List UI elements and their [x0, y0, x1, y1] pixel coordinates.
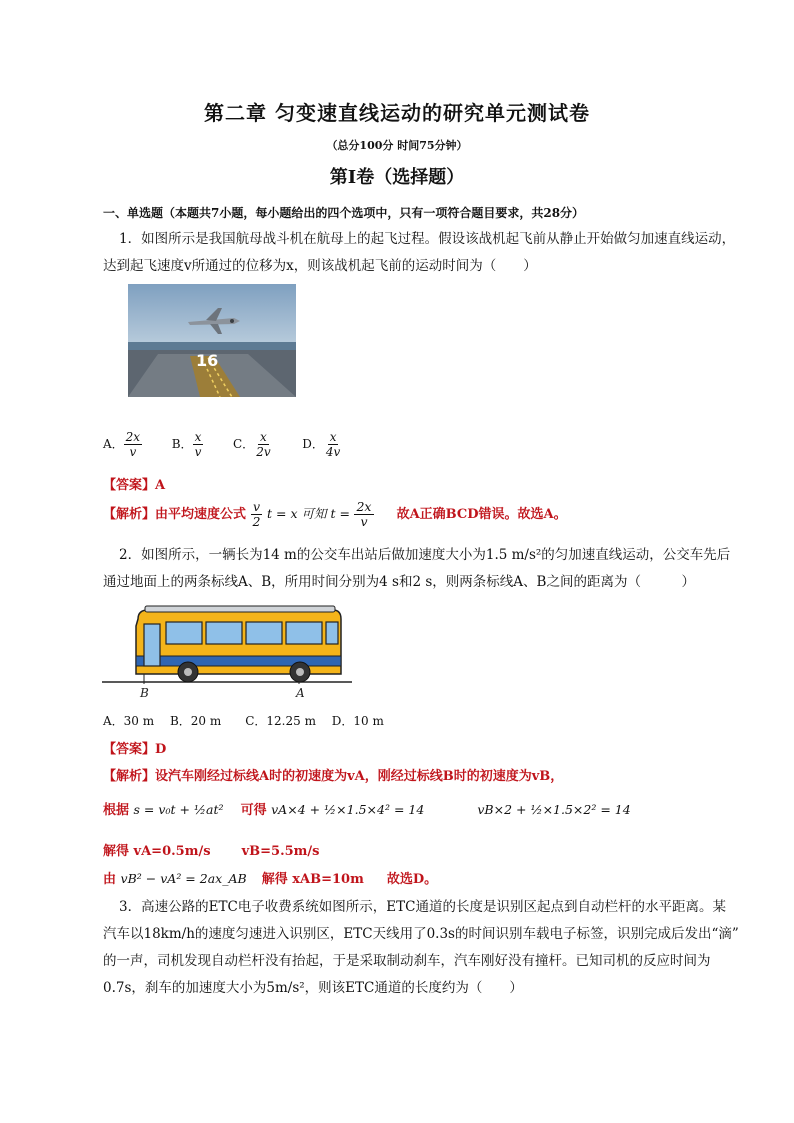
bus-diagram — [100, 604, 358, 704]
q3-line2: 汽车以18km/h的速度匀速进入识别区，ETC天线用了0.3s的时间识别车载电子标签，识别完成后发出“滴” — [103, 926, 739, 942]
q2-final: 由 vB² − vA² = 2ax_AB 解得 xAB=10m 故选D。 — [103, 871, 438, 887]
deck-number: 16 — [196, 351, 219, 370]
q3-line3: 的一声，司机发现自动栏杆没有抬起，于是采取制动刹车，汽车刚好没有撞杆。已知司机的反应时间为 — [103, 953, 711, 969]
q2-line1: 2．如图所示，一辆长为14 m的公交车出站后做加速度大小为1.5 m/s²的匀加速直线运动，公交车先后 — [119, 547, 731, 563]
q1-answer: 【答案】A — [103, 478, 166, 493]
q2-analysis: 【解析】设汽车刚经过标线A时的初速度为vA，刚经过标线B时的初速度为vB， — [103, 769, 564, 784]
page-title: 第二章 匀变速直线运动的研究单元测试卷 — [204, 101, 590, 125]
q2-options: A．30 m B．20 m C．12.25 m D．10 m — [103, 714, 384, 728]
q2-line2: 通过地面上的两条标线A、B，所用时间分别为4 s和2 s，则两条标线A、B之间的距离为（ ） — [103, 574, 695, 590]
q1-analysis: 【解析】由平均速度公式 $\frac{v}{2}$ t = x 可知 t = $\frac{2x}{v}$ 故A正确BCD错误。故选A。 — [103, 499, 567, 529]
page-subtitle: （总分100分 时间75分钟） — [326, 139, 468, 152]
q2-equations: 根据 s = v₀t + ½at² 可得 vA×4 + ½×1.5×4² = 14 vB×2 + ½×1.5×2² = 14 — [103, 802, 631, 818]
part-heading: 第Ⅰ卷（选择题） — [329, 167, 465, 188]
q2-solve: 解得 vA=0.5m/s vB=5.5m/s — [103, 844, 320, 859]
section-heading: 一、单选题（本题共7小题，每小题给出的四个选项中，只有一项符合题目要求，共28分） — [103, 206, 585, 220]
q1-line2: 达到起飞速度v所通过的位移为x，则该战机起飞前的运动时间为（ ） — [103, 258, 537, 274]
marker-b-label: B — [140, 686, 149, 700]
q1-line1: 1．如图所示是我国航母战斗机在航母上的起飞过程。假设该战机起飞前从静止开始做匀加速直线运动， — [119, 231, 736, 247]
q1-options: A． $\frac{2x}{v}$ B． $\frac{x}{v}$ C． $\frac{x}{2v}$ D． $\frac{x}{4v}$ — [103, 430, 341, 459]
aircraft-carrier-photo — [128, 284, 296, 397]
q2-answer: 【答案】D — [103, 742, 167, 757]
q3-line4: 0.7s，刹车的加速度大小为5m/s²，则该ETC通道的长度约为（ ） — [103, 980, 523, 996]
marker-a-label: A — [296, 686, 305, 700]
q3-line1: 3．高速公路的ETC电子收费系统如图所示，ETC通道的长度是识别区起点到自动栏杆的水平距离。某 — [119, 899, 726, 915]
